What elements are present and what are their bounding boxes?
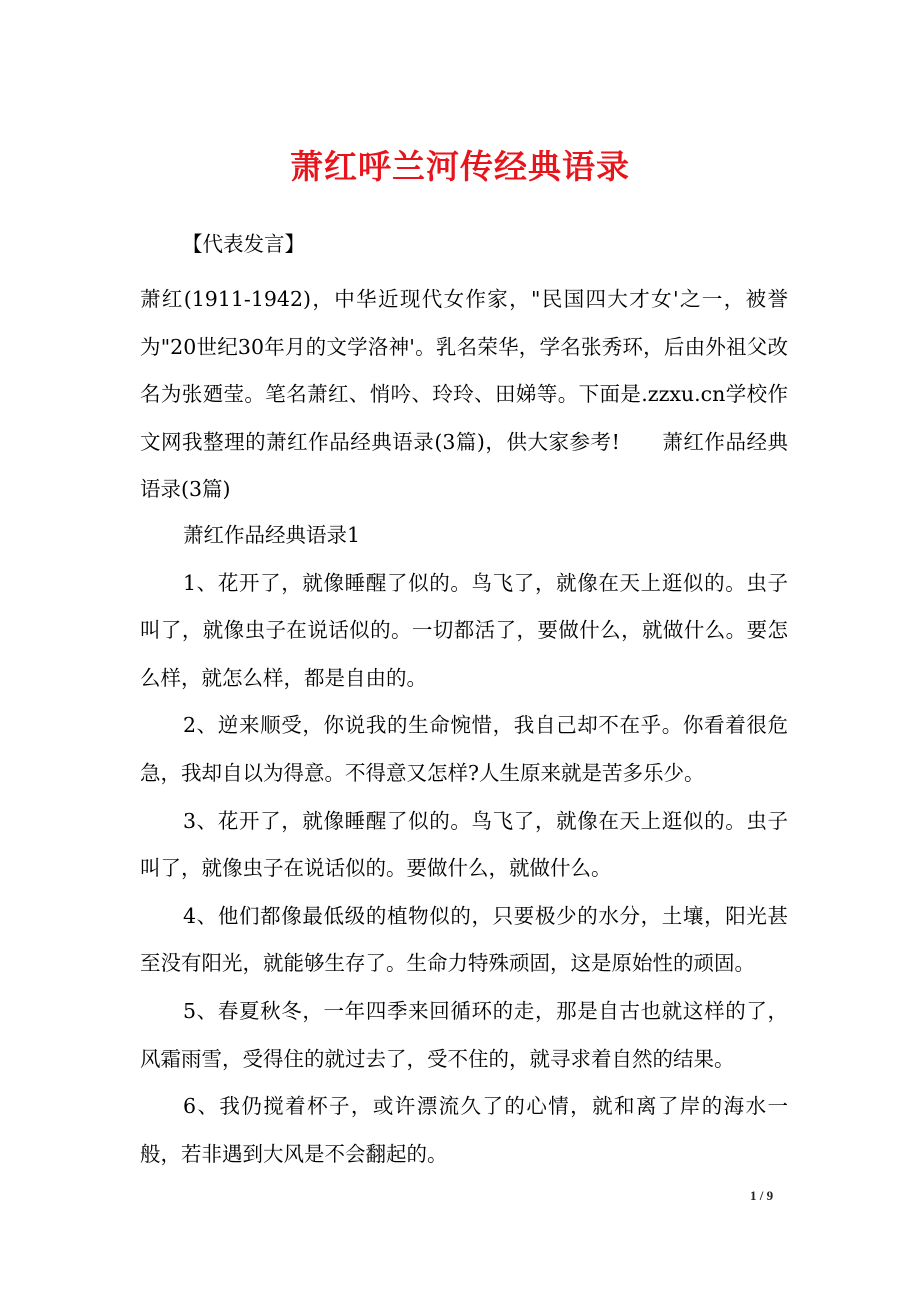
subheading: 萧红作品经典语录1: [183, 523, 361, 547]
quote-paragraph: 2、逆来顺受，你说我的生命惋惜，我自己却不在乎。你看着很危急，我却自以为得意。不得意又怎样?人生原来就是苦多乐少。: [140, 713, 788, 785]
intro-block: [140, 276, 788, 514]
section-label-text: 【代表发言】: [182, 232, 305, 256]
page-number: 1 / 9: [750, 1188, 774, 1203]
quote-paragraph: 5、春夏秋冬，一年四季来回循环的走，那是自古也就这样的了，风霜雨雪，受得住的就过去了，受不住的，就寻求着自然的结果。: [140, 998, 788, 1071]
section-label: [182, 228, 305, 260]
quotes-block: [140, 512, 788, 1178]
quote-paragraph: 4、他们都像最低级的植物似的，只要极少的水分，土壤，阳光甚至没有阳光，就能够生存了。生命力特殊顽固，这是原始性的顽固。: [140, 903, 788, 976]
quote-paragraph: 1、花开了，就像睡醒了似的。鸟飞了，就像在天上逛似的。虫子叫了，就像虫子在说话似的。一切都活了，要做什么，就做什么。要怎么样，就怎么样，都是自由的。: [140, 570, 788, 690]
document-title: 萧红呼兰河传经典语录: [290, 147, 630, 186]
intro-paragraph: 萧红(1911-1942)，中华近现代女作家，"民国四大才女'之一，被誉为"20世纪30年月的文学洛神'。乳名荣华，学名张秀环，后由外祖父改名为张廼莹。笔名萧红、悄吟、玲玲、田娣等。下面是.zzxu.cn学校作文网我整理的萧红作品经典语录(3篇)，供大家参考! 萧红作品经典语录(3篇): [140, 287, 788, 502]
quote-paragraph: 3、花开了，就像睡醒了似的。鸟飞了，就像在天上逛似的。虫子叫了，就像虫子在说话似的。要做什么，就做什么。: [140, 808, 788, 881]
quote-paragraph: 6、我仍搅着杯子，或许漂流久了的心情，就和离了岸的海水一般，若非遇到大风是不会翻起的。: [140, 1094, 788, 1166]
